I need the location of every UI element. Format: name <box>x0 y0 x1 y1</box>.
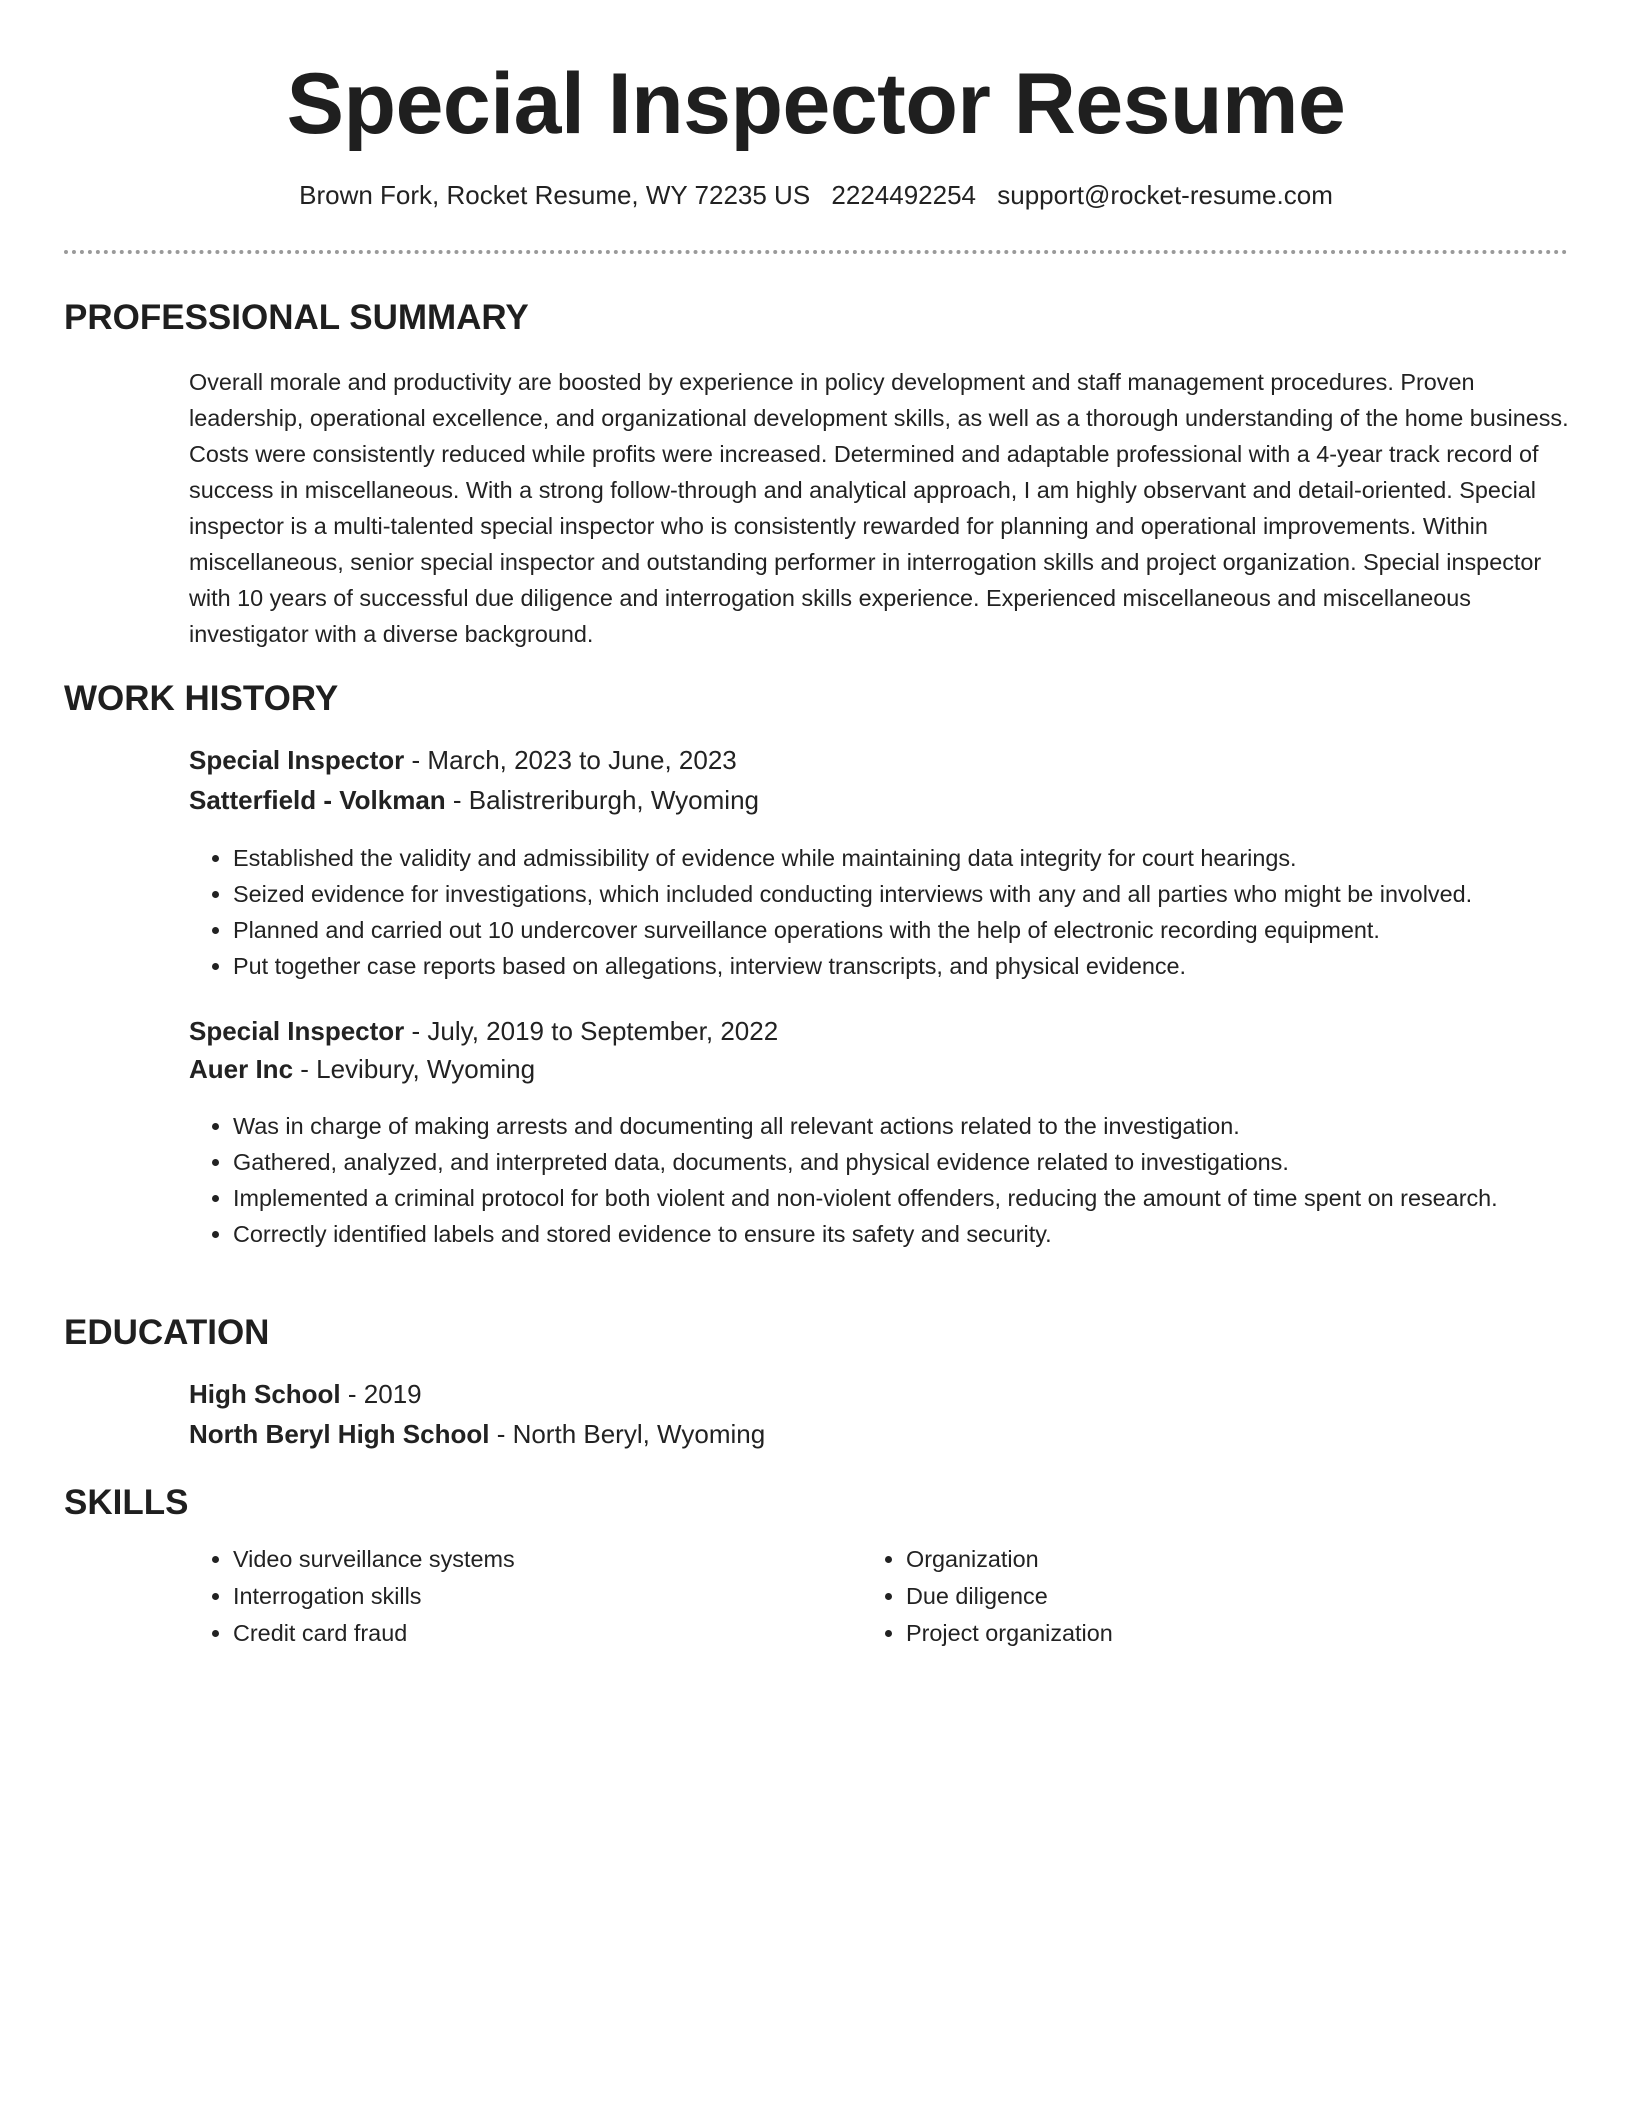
job-2-bullets <box>189 1108 1573 1252</box>
contact-address: Brown Fork, Rocket Resume, WY 72235 US <box>299 180 811 210</box>
job-2-company-line <box>189 1052 535 1086</box>
job-1-company: Satterfield - Volkman <box>189 785 446 815</box>
contact-line <box>0 178 1632 212</box>
job-2-dates: - July, 2019 to September, 2022 <box>404 1016 779 1046</box>
resume-title: Special Inspector Resume <box>286 56 1346 152</box>
list-item: • Put together case reports based on allegations, interview transcripts, and physical evidence. <box>233 948 1632 984</box>
list-item: • Correctly identified labels and stored evidence to ensure its safety and security. <box>233 1216 1573 1252</box>
skill-item: • Credit card fraud <box>233 1615 833 1652</box>
education-degree: High School <box>189 1379 341 1409</box>
summary-text: Overall morale and productivity are boosted by experience in policy development and staff management procedures. Proven leadership, operational excellence, and organizational development skills, as well as a thorough understanding of the home business. Costs were consistently reduced while profits were increased. Determined and adaptable professional with a 4-year track record of success in miscellaneous. With a strong follow-through and analytical approach, I am highly observant and detail-oriented. Special inspector is a multi-talented special inspector who is consistently rewarded for planning and operational improvements. Within miscellaneous, senior special inspector and outstanding performer in interrogation skills and project organization. Special inspector with 10 years of successful due diligence and interrogation skills experience. Experienced miscellaneous and miscellaneous investigator with a diverse background. <box>189 369 1569 647</box>
job-1-bullets <box>189 840 1632 984</box>
skill-item: • Due diligence <box>906 1578 1506 1615</box>
section-title-education: EDUCATION <box>64 1313 270 1352</box>
job-1-title: Special Inspector <box>189 745 405 775</box>
list-item: • Planned and carried out 10 undercover surveillance operations with the help of electronic recording equipment. <box>233 912 1632 948</box>
contact-phone: 2224492254 <box>831 180 977 210</box>
job-1-dates: - March, 2023 to June, 2023 <box>404 745 737 775</box>
education-school-line <box>189 1417 765 1451</box>
job-2-location: - Levibury, Wyoming <box>293 1054 536 1084</box>
skill-item: • Video surveillance systems <box>233 1541 833 1578</box>
skill-item: • Organization <box>906 1541 1506 1578</box>
skill-item: • Interrogation skills <box>233 1578 833 1615</box>
skills-list-left <box>189 1541 833 1652</box>
skill-item: • Project organization <box>906 1615 1506 1652</box>
job-1-company-line <box>189 783 759 817</box>
job-2-company: Auer Inc <box>189 1054 294 1084</box>
job-2-title-line <box>189 1014 778 1048</box>
education-year: - 2019 <box>340 1379 422 1409</box>
education-location: - North Beryl, Wyoming <box>489 1419 766 1449</box>
contact-email: support@rocket-resume.com <box>997 180 1333 210</box>
section-title-skills: SKILLS <box>64 1483 189 1522</box>
job-1-location: - Balistreriburgh, Wyoming <box>445 785 759 815</box>
header-divider <box>64 250 1568 254</box>
list-item: • Was in charge of making arrests and documenting all relevant actions related to the investigation. <box>233 1108 1573 1144</box>
list-item: • Implemented a criminal protocol for both violent and non-violent offenders, reducing the amount of time spent on research. <box>233 1180 1573 1216</box>
section-title-summary: PROFESSIONAL SUMMARY <box>64 298 529 337</box>
job-1-title-line <box>189 743 737 777</box>
list-item: • Gathered, analyzed, and interpreted data, documents, and physical evidence related to investigations. <box>233 1144 1573 1180</box>
section-title-work-history: WORK HISTORY <box>64 679 339 718</box>
list-item: • Established the validity and admissibility of evidence while maintaining data integrity for court hearings. <box>233 840 1632 876</box>
skills-list-right <box>862 1541 1506 1652</box>
list-item: • Seized evidence for investigations, which included conducting interviews with any and all parties who might be involved. <box>233 876 1632 912</box>
education-degree-line <box>189 1377 422 1411</box>
job-2-title: Special Inspector <box>189 1016 405 1046</box>
education-school: North Beryl High School <box>189 1419 490 1449</box>
